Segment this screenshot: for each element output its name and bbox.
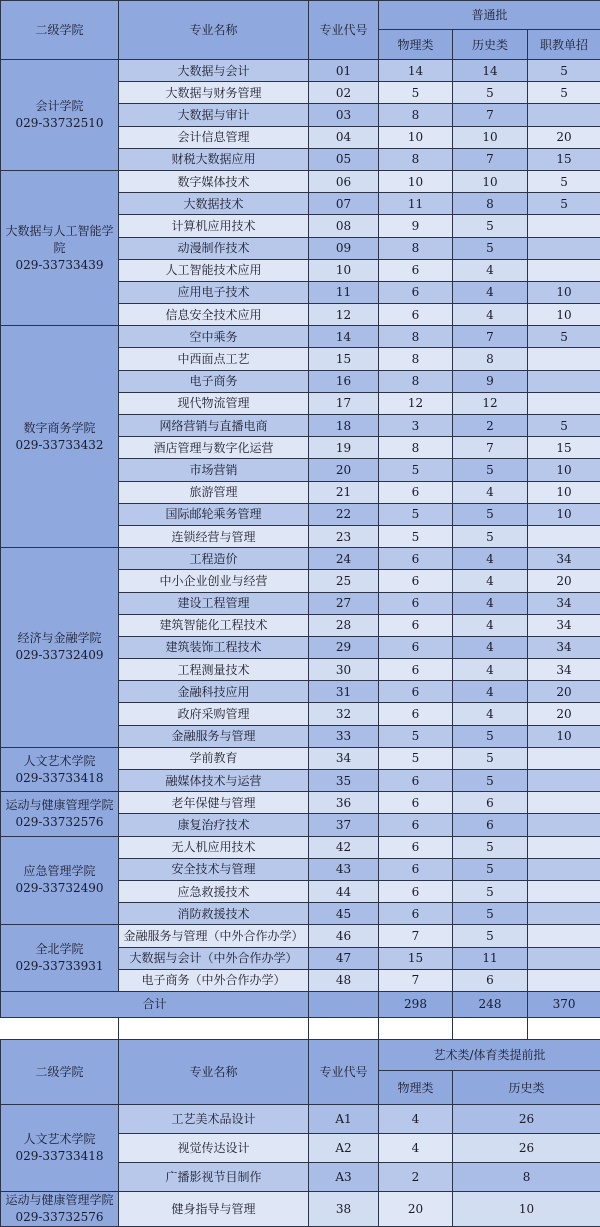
vocational-count (528, 880, 600, 902)
history-count: 10 (453, 170, 528, 192)
physics-count: 8 (379, 237, 453, 259)
major-code: 25 (309, 570, 379, 592)
spacer-cell (528, 1017, 600, 1039)
vocational-count: 34 (528, 548, 600, 570)
physics-count: 6 (379, 570, 453, 592)
major-name: 金融科技应用 (119, 681, 309, 703)
table-row (1, 548, 600, 570)
history-count: 4 (453, 548, 528, 570)
total-label: 合计 (1, 991, 309, 1017)
major-name: 计算机应用技术 (119, 215, 309, 237)
major-code: 45 (309, 903, 379, 925)
college-cell (1, 792, 119, 836)
college-cell (1, 60, 119, 171)
college-phone: 029-33732576 (1, 814, 118, 831)
major-name: 金融服务与管理（中外合作办学） (119, 925, 309, 947)
major-code: 14 (309, 326, 379, 348)
history-count: 5 (453, 770, 528, 792)
history-count: 4 (453, 614, 528, 636)
college-cell (1, 548, 119, 748)
college-cell (1, 1105, 119, 1192)
vocational-count (528, 770, 600, 792)
history-count: 5 (453, 237, 528, 259)
history-count: 5 (453, 459, 528, 481)
physics-count: 6 (379, 614, 453, 636)
college-name: 运动与健康管理学院 (1, 1192, 118, 1209)
history-count: 5 (453, 925, 528, 947)
physics-count: 4 (379, 1134, 453, 1163)
vocational-count: 20 (528, 126, 600, 148)
physics-count: 6 (379, 659, 453, 681)
physics-count: 11 (379, 193, 453, 215)
physics-count: 10 (379, 126, 453, 148)
history-count: 4 (453, 259, 528, 281)
spacer-cell (119, 1017, 309, 1039)
major-name: 中西面点工艺 (119, 348, 309, 370)
table-row (1, 170, 600, 192)
vocational-count: 10 (528, 459, 600, 481)
history-count: 5 (453, 903, 528, 925)
major-code: 28 (309, 614, 379, 636)
major-name: 应急救援技术 (119, 880, 309, 902)
physics-count: 2 (379, 1163, 453, 1192)
major-name: 工程测量技术 (119, 659, 309, 681)
college-name: 人文艺术学院 (1, 753, 118, 770)
major-name: 财税大数据应用 (119, 148, 309, 170)
major-code: 02 (309, 82, 379, 104)
physics-count: 10 (379, 170, 453, 192)
college-cell (1, 836, 119, 925)
vocational-count: 34 (528, 592, 600, 614)
major-name: 广播影视节目制作 (119, 1163, 309, 1192)
physics-count: 6 (379, 548, 453, 570)
major-code: A2 (309, 1134, 379, 1163)
major-code: 20 (309, 459, 379, 481)
major-code: 10 (309, 259, 379, 281)
physics-count: 7 (379, 969, 453, 991)
total-physics: 298 (379, 991, 453, 1017)
major-code: 31 (309, 681, 379, 703)
table-row (1, 747, 600, 769)
vocational-count (528, 903, 600, 925)
header-regular-batch: 普通批 (379, 1, 600, 30)
table-body (1, 1105, 600, 1227)
major-code: 15 (309, 348, 379, 370)
physics-count: 6 (379, 592, 453, 614)
major-name: 建筑装饰工程技术 (119, 636, 309, 658)
major-code: 19 (309, 437, 379, 459)
major-code: 16 (309, 370, 379, 392)
history-count: 5 (453, 858, 528, 880)
physics-count: 6 (379, 304, 453, 326)
college-phone: 029-33733439 (1, 257, 118, 274)
history-count: 7 (453, 148, 528, 170)
physics-count: 6 (379, 259, 453, 281)
major-code: 33 (309, 725, 379, 747)
college-name: 人文艺术学院 (1, 1131, 118, 1148)
major-code: 03 (309, 104, 379, 126)
major-name: 大数据与会计 (119, 60, 309, 82)
total-code (309, 991, 379, 1017)
physics-count: 6 (379, 814, 453, 836)
college-phone: 029-33732409 (1, 647, 118, 664)
college-name: 经济与金融学院 (1, 630, 118, 647)
physics-count: 6 (379, 836, 453, 858)
history-count: 5 (453, 725, 528, 747)
college-phone: 029-33733931 (1, 958, 118, 975)
history-count: 5 (453, 215, 528, 237)
major-code: 04 (309, 126, 379, 148)
major-name: 空中乘务 (119, 326, 309, 348)
table-row (1, 60, 600, 82)
major-code: 11 (309, 281, 379, 303)
major-name: 老年保健与管理 (119, 792, 309, 814)
major-name: 政府采购管理 (119, 703, 309, 725)
college-phone: 029-33732510 (1, 115, 118, 132)
table-spacer (1, 1017, 600, 1039)
major-code: 09 (309, 237, 379, 259)
spacer-cell (453, 1017, 528, 1039)
college-phone: 029-33732490 (1, 880, 118, 897)
history-count: 10 (453, 1192, 600, 1227)
vocational-count (528, 259, 600, 281)
table-row (1, 925, 600, 947)
vocational-count: 34 (528, 659, 600, 681)
vocational-count: 20 (528, 703, 600, 725)
vocational-count: 34 (528, 636, 600, 658)
major-code: 38 (309, 1192, 379, 1227)
major-name: 工程造价 (119, 548, 309, 570)
physics-count: 3 (379, 415, 453, 437)
table-row (1, 326, 600, 348)
major-name: 康复治疗技术 (119, 814, 309, 836)
physics-count: 6 (379, 903, 453, 925)
major-name: 数字媒体技术 (119, 170, 309, 192)
major-name: 安全技术与管理 (119, 858, 309, 880)
history-count: 12 (453, 392, 528, 414)
history-count: 4 (453, 703, 528, 725)
spacer-cell (309, 1017, 379, 1039)
spacer-cell (379, 1017, 453, 1039)
major-code: 44 (309, 880, 379, 902)
header-college: 二级学院 (1, 1040, 119, 1105)
history-count: 4 (453, 481, 528, 503)
vocational-count (528, 836, 600, 858)
vocational-count (528, 237, 600, 259)
major-code: 23 (309, 525, 379, 547)
college-cell (1, 326, 119, 548)
table-row (1, 792, 600, 814)
major-name: 电子商务 (119, 370, 309, 392)
major-code: 08 (309, 215, 379, 237)
physics-count: 8 (379, 326, 453, 348)
history-count: 5 (453, 82, 528, 104)
physics-count: 6 (379, 792, 453, 814)
table-row (1, 1192, 600, 1227)
college-phone: 029-33732576 (1, 1209, 118, 1226)
physics-count: 5 (379, 747, 453, 769)
major-name: 建设工程管理 (119, 592, 309, 614)
physics-count: 4 (379, 1105, 453, 1134)
major-name: 酒店管理与数字化运营 (119, 437, 309, 459)
vocational-count: 10 (528, 281, 600, 303)
major-name: 旅游管理 (119, 481, 309, 503)
vocational-count: 10 (528, 481, 600, 503)
history-count: 5 (453, 836, 528, 858)
physics-count: 14 (379, 60, 453, 82)
major-code: 06 (309, 170, 379, 192)
major-name: 市场营销 (119, 459, 309, 481)
history-count: 10 (453, 126, 528, 148)
enrollment-table-art-sports (0, 1039, 600, 1227)
total-vocational: 370 (528, 991, 600, 1017)
physics-count: 5 (379, 725, 453, 747)
major-name: 工艺美术品设计 (119, 1105, 309, 1134)
major-name: 动漫制作技术 (119, 237, 309, 259)
vocational-count: 20 (528, 681, 600, 703)
vocational-count: 5 (528, 60, 600, 82)
major-code: 12 (309, 304, 379, 326)
history-count: 4 (453, 304, 528, 326)
physics-count: 6 (379, 770, 453, 792)
major-name: 应用电子技术 (119, 281, 309, 303)
major-code: 24 (309, 548, 379, 570)
header-history: 历史类 (453, 1071, 600, 1105)
major-name: 国际邮轮乘务管理 (119, 503, 309, 525)
vocational-count: 15 (528, 148, 600, 170)
spacer-cell (1, 1017, 119, 1039)
history-count: 4 (453, 681, 528, 703)
header-code: 专业代号 (309, 1, 379, 60)
physics-count: 6 (379, 880, 453, 902)
history-count: 5 (453, 880, 528, 902)
major-name: 连锁经营与管理 (119, 525, 309, 547)
total-row (1, 991, 600, 1017)
major-code: A3 (309, 1163, 379, 1192)
vocational-count: 5 (528, 415, 600, 437)
major-code: 17 (309, 392, 379, 414)
major-code: 22 (309, 503, 379, 525)
physics-count: 8 (379, 104, 453, 126)
major-name: 现代物流管理 (119, 392, 309, 414)
major-name: 大数据与会计（中外合作办学） (119, 947, 309, 969)
major-name: 中小企业创业与经营 (119, 570, 309, 592)
vocational-count: 5 (528, 326, 600, 348)
major-name: 无人机应用技术 (119, 836, 309, 858)
major-name: 消防救援技术 (119, 903, 309, 925)
header-major: 专业名称 (119, 1040, 309, 1105)
major-code: 21 (309, 481, 379, 503)
college-cell (1, 747, 119, 791)
major-code: 48 (309, 969, 379, 991)
major-code: 07 (309, 193, 379, 215)
physics-count: 6 (379, 636, 453, 658)
history-count: 2 (453, 415, 528, 437)
major-name: 人工智能技术应用 (119, 259, 309, 281)
major-code: 46 (309, 925, 379, 947)
major-name: 融媒体技术与运营 (119, 770, 309, 792)
major-name: 大数据与审计 (119, 104, 309, 126)
history-count: 5 (453, 747, 528, 769)
vocational-count (528, 814, 600, 836)
physics-count: 12 (379, 392, 453, 414)
physics-count: 9 (379, 215, 453, 237)
physics-count: 8 (379, 148, 453, 170)
major-code: 47 (309, 947, 379, 969)
header-major: 专业名称 (119, 1, 309, 60)
college-phone: 029-33733418 (1, 1148, 118, 1165)
college-name: 运动与健康管理学院 (1, 797, 118, 814)
physics-count: 6 (379, 481, 453, 503)
physics-count: 5 (379, 459, 453, 481)
vocational-count (528, 858, 600, 880)
history-count: 8 (453, 348, 528, 370)
major-code: 18 (309, 415, 379, 437)
vocational-count (528, 747, 600, 769)
history-count: 14 (453, 60, 528, 82)
major-code: 37 (309, 814, 379, 836)
major-code: 43 (309, 858, 379, 880)
college-name: 会计学院 (1, 98, 118, 115)
college-cell (1, 1192, 119, 1227)
major-name: 信息安全技术应用 (119, 304, 309, 326)
major-name: 电子商务（中外合作办学） (119, 969, 309, 991)
major-code: 27 (309, 592, 379, 614)
history-count: 8 (453, 1163, 600, 1192)
college-phone: 029-33733432 (1, 437, 118, 454)
physics-count: 6 (379, 681, 453, 703)
history-count: 4 (453, 592, 528, 614)
physics-count: 6 (379, 858, 453, 880)
table-row (1, 1105, 600, 1134)
major-name: 金融服务与管理 (119, 725, 309, 747)
history-count: 4 (453, 570, 528, 592)
major-name: 大数据技术 (119, 193, 309, 215)
history-count: 6 (453, 814, 528, 836)
major-code: 35 (309, 770, 379, 792)
history-count: 26 (453, 1134, 600, 1163)
table-body (1, 60, 600, 992)
vocational-count (528, 392, 600, 414)
college-phone: 029-33733418 (1, 770, 118, 787)
physics-count: 8 (379, 437, 453, 459)
major-code: 34 (309, 747, 379, 769)
major-code: 42 (309, 836, 379, 858)
vocational-count: 10 (528, 725, 600, 747)
vocational-count (528, 215, 600, 237)
history-count: 6 (453, 969, 528, 991)
history-count: 5 (453, 525, 528, 547)
vocational-count (528, 925, 600, 947)
vocational-count (528, 348, 600, 370)
history-count: 4 (453, 281, 528, 303)
major-code: 36 (309, 792, 379, 814)
physics-count: 20 (379, 1192, 453, 1227)
header-history: 历史类 (453, 30, 528, 60)
major-name: 大数据与财务管理 (119, 82, 309, 104)
total-history: 248 (453, 991, 528, 1017)
college-name: 大数据与人工智能学院 (1, 223, 118, 257)
vocational-count (528, 104, 600, 126)
major-name: 网络营销与直播电商 (119, 415, 309, 437)
college-name: 应急管理学院 (1, 863, 118, 880)
major-code: 05 (309, 148, 379, 170)
college-name: 全北学院 (1, 941, 118, 958)
history-count: 5 (453, 503, 528, 525)
vocational-count: 5 (528, 193, 600, 215)
major-name: 建筑智能化工程技术 (119, 614, 309, 636)
history-count: 4 (453, 636, 528, 658)
physics-count: 5 (379, 525, 453, 547)
vocational-count: 20 (528, 570, 600, 592)
header-physics: 物理类 (379, 30, 453, 60)
major-code: A1 (309, 1105, 379, 1134)
major-code: 32 (309, 703, 379, 725)
header-college: 二级学院 (1, 1, 119, 60)
physics-count: 6 (379, 281, 453, 303)
vocational-count: 5 (528, 170, 600, 192)
vocational-count (528, 792, 600, 814)
history-count: 8 (453, 193, 528, 215)
header-physics: 物理类 (379, 1071, 453, 1105)
history-count: 7 (453, 326, 528, 348)
history-count: 9 (453, 370, 528, 392)
major-code: 01 (309, 60, 379, 82)
physics-count: 6 (379, 703, 453, 725)
table-row (1, 836, 600, 858)
physics-count: 15 (379, 947, 453, 969)
vocational-count (528, 947, 600, 969)
college-name: 数字商务学院 (1, 420, 118, 437)
history-count: 6 (453, 792, 528, 814)
vocational-count: 34 (528, 614, 600, 636)
header-art-sports-batch: 艺术类/体育类提前批 (379, 1040, 600, 1071)
college-cell (1, 925, 119, 992)
vocational-count: 15 (528, 437, 600, 459)
history-count: 26 (453, 1105, 600, 1134)
header-vocational: 职教单招 (528, 30, 600, 60)
physics-count: 7 (379, 925, 453, 947)
history-count: 4 (453, 659, 528, 681)
major-name: 健身指导与管理 (119, 1192, 309, 1227)
major-name: 视觉传达设计 (119, 1134, 309, 1163)
major-code: 30 (309, 659, 379, 681)
vocational-count (528, 370, 600, 392)
college-cell (1, 170, 119, 325)
header-code: 专业代号 (309, 1040, 379, 1105)
physics-count: 5 (379, 503, 453, 525)
physics-count: 8 (379, 348, 453, 370)
major-name: 会计信息管理 (119, 126, 309, 148)
history-count: 7 (453, 104, 528, 126)
vocational-count: 10 (528, 304, 600, 326)
physics-count: 5 (379, 82, 453, 104)
history-count: 7 (453, 437, 528, 459)
major-code: 29 (309, 636, 379, 658)
history-count: 11 (453, 947, 528, 969)
vocational-count (528, 525, 600, 547)
physics-count: 8 (379, 370, 453, 392)
vocational-count: 10 (528, 503, 600, 525)
vocational-count: 5 (528, 82, 600, 104)
major-name: 学前教育 (119, 747, 309, 769)
vocational-count (528, 969, 600, 991)
